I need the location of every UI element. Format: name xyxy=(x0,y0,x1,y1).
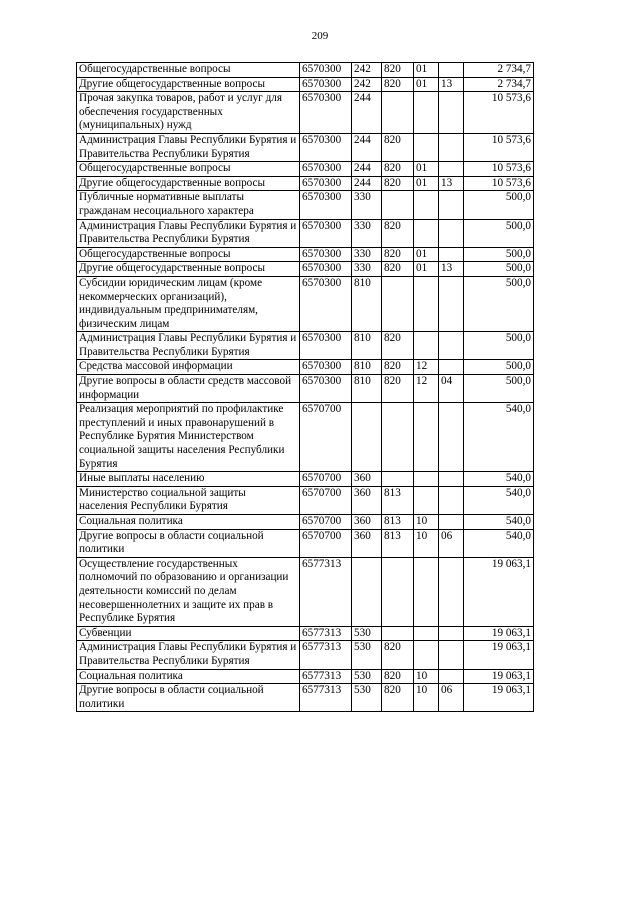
amount-cell: 540,0 xyxy=(464,403,534,472)
section-code-cell: 10 xyxy=(414,515,439,530)
table-row xyxy=(77,92,534,134)
administrator-code-cell: 820 xyxy=(382,162,414,177)
amount-cell: 540,0 xyxy=(464,515,534,530)
administrator-code-cell: 820 xyxy=(382,360,414,375)
expense-type-code-cell: 810 xyxy=(352,360,382,375)
target-article-code-cell: 6577313 xyxy=(300,557,352,626)
subsection-code-cell xyxy=(439,626,464,641)
amount-cell: 10 573,6 xyxy=(464,162,534,177)
amount-cell: 10 573,6 xyxy=(464,133,534,161)
target-article-code-cell: 6570300 xyxy=(300,77,352,92)
table-row xyxy=(77,669,534,684)
target-article-code-cell: 6570700 xyxy=(300,529,352,557)
section-code-cell: 01 xyxy=(414,77,439,92)
subsection-code-cell xyxy=(439,219,464,247)
expense-type-code-cell xyxy=(352,403,382,472)
row-name-cell: Общегосударственные вопросы xyxy=(77,247,300,262)
subsection-code-cell: 06 xyxy=(439,684,464,712)
amount-cell: 500,0 xyxy=(464,375,534,403)
administrator-code-cell: 813 xyxy=(382,486,414,514)
subsection-code-cell xyxy=(439,191,464,219)
subsection-code-cell xyxy=(439,92,464,134)
row-name-cell: Реализация мероприятий по профилактике преступлений и иных правонарушений в Республике Бурятия Министерством социальной защиты населения Республики Бурятия xyxy=(77,403,300,472)
section-code-cell xyxy=(414,641,439,669)
table-row xyxy=(77,162,534,177)
expense-type-code-cell: 244 xyxy=(352,162,382,177)
amount-cell: 540,0 xyxy=(464,472,534,487)
administrator-code-cell xyxy=(382,276,414,331)
table-row xyxy=(77,557,534,626)
row-name-cell: Осуществление государственных полномочий по образованию и организации деятельности комиссий по делам несовершеннолетних и защите их прав в Республике Бурятия xyxy=(77,557,300,626)
expense-type-code-cell: 360 xyxy=(352,486,382,514)
section-code-cell: 10 xyxy=(414,684,439,712)
table-body xyxy=(77,63,534,712)
expense-type-code-cell: 330 xyxy=(352,219,382,247)
administrator-code-cell: 820 xyxy=(382,133,414,161)
section-code-cell xyxy=(414,276,439,331)
target-article-code-cell: 6577313 xyxy=(300,641,352,669)
table-row xyxy=(77,247,534,262)
section-code-cell xyxy=(414,332,439,360)
row-name-cell: Общегосударственные вопросы xyxy=(77,162,300,177)
target-article-code-cell: 6570300 xyxy=(300,276,352,331)
section-code-cell xyxy=(414,133,439,161)
section-code-cell: 10 xyxy=(414,529,439,557)
expense-type-code-cell: 360 xyxy=(352,472,382,487)
administrator-code-cell: 820 xyxy=(382,247,414,262)
section-code-cell xyxy=(414,191,439,219)
row-name-cell: Другие общегосударственные вопросы xyxy=(77,262,300,277)
amount-cell: 500,0 xyxy=(464,191,534,219)
section-code-cell xyxy=(414,219,439,247)
amount-cell: 10 573,6 xyxy=(464,92,534,134)
row-name-cell: Публичные нормативные выплаты гражданам несоциального характера xyxy=(77,191,300,219)
target-article-code-cell: 6570300 xyxy=(300,191,352,219)
section-code-cell: 01 xyxy=(414,262,439,277)
expense-type-code-cell: 242 xyxy=(352,77,382,92)
target-article-code-cell: 6570300 xyxy=(300,360,352,375)
section-code-cell: 01 xyxy=(414,176,439,191)
row-name-cell: Администрация Главы Республики Бурятия и Правительства Республики Бурятия xyxy=(77,641,300,669)
subsection-code-cell xyxy=(439,641,464,669)
section-code-cell: 01 xyxy=(414,247,439,262)
subsection-code-cell xyxy=(439,557,464,626)
subsection-code-cell: 13 xyxy=(439,176,464,191)
administrator-code-cell: 820 xyxy=(382,375,414,403)
amount-cell: 19 063,1 xyxy=(464,626,534,641)
section-code-cell xyxy=(414,626,439,641)
expense-type-code-cell: 330 xyxy=(352,247,382,262)
target-article-code-cell: 6577313 xyxy=(300,669,352,684)
subsection-code-cell xyxy=(439,669,464,684)
expense-type-code-cell: 244 xyxy=(352,92,382,134)
table-row xyxy=(77,360,534,375)
table-row xyxy=(77,276,534,331)
target-article-code-cell: 6570300 xyxy=(300,63,352,78)
amount-cell: 500,0 xyxy=(464,332,534,360)
expense-type-code-cell: 330 xyxy=(352,262,382,277)
subsection-code-cell xyxy=(439,360,464,375)
target-article-code-cell: 6570700 xyxy=(300,472,352,487)
row-name-cell: Другие вопросы в области социальной политики xyxy=(77,529,300,557)
target-article-code-cell: 6570700 xyxy=(300,486,352,514)
administrator-code-cell xyxy=(382,472,414,487)
target-article-code-cell: 6570300 xyxy=(300,162,352,177)
expense-type-code-cell: 530 xyxy=(352,669,382,684)
administrator-code-cell xyxy=(382,626,414,641)
subsection-code-cell: 13 xyxy=(439,77,464,92)
administrator-code-cell xyxy=(382,403,414,472)
section-code-cell xyxy=(414,403,439,472)
target-article-code-cell: 6570300 xyxy=(300,92,352,134)
administrator-code-cell: 820 xyxy=(382,641,414,669)
table-row xyxy=(77,133,534,161)
target-article-code-cell: 6570700 xyxy=(300,403,352,472)
row-name-cell: Субсидии юридическим лицам (кроме некоммерческих организаций), индивидуальным предпринимателям, физическим лицам xyxy=(77,276,300,331)
page-number: 209 xyxy=(311,30,329,42)
administrator-code-cell: 820 xyxy=(382,262,414,277)
section-code-cell: 01 xyxy=(414,63,439,78)
target-article-code-cell: 6570300 xyxy=(300,375,352,403)
table-row xyxy=(77,332,534,360)
administrator-code-cell: 820 xyxy=(382,669,414,684)
expense-type-code-cell: 810 xyxy=(352,276,382,331)
section-code-cell: 01 xyxy=(414,162,439,177)
section-code-cell xyxy=(414,472,439,487)
row-name-cell: Другие общегосударственные вопросы xyxy=(77,77,300,92)
expense-type-code-cell: 530 xyxy=(352,641,382,669)
table-row xyxy=(77,684,534,712)
amount-cell: 19 063,1 xyxy=(464,684,534,712)
table-row xyxy=(77,375,534,403)
table-row xyxy=(77,529,534,557)
row-name-cell: Иные выплаты населению xyxy=(77,472,300,487)
administrator-code-cell xyxy=(382,557,414,626)
row-name-cell: Администрация Главы Республики Бурятия и Правительства Республики Бурятия xyxy=(77,133,300,161)
administrator-code-cell: 813 xyxy=(382,515,414,530)
amount-cell: 19 063,1 xyxy=(464,557,534,626)
expense-type-code-cell: 810 xyxy=(352,375,382,403)
expense-type-code-cell: 244 xyxy=(352,133,382,161)
row-name-cell: Администрация Главы Республики Бурятия и Правительства Республики Бурятия xyxy=(77,219,300,247)
section-code-cell xyxy=(414,557,439,626)
expense-type-code-cell xyxy=(352,557,382,626)
amount-cell: 500,0 xyxy=(464,276,534,331)
target-article-code-cell: 6570300 xyxy=(300,219,352,247)
amount-cell: 500,0 xyxy=(464,219,534,247)
administrator-code-cell xyxy=(382,191,414,219)
subsection-code-cell xyxy=(439,403,464,472)
subsection-code-cell xyxy=(439,472,464,487)
table-row xyxy=(77,486,534,514)
administrator-code-cell xyxy=(382,92,414,134)
administrator-code-cell: 820 xyxy=(382,684,414,712)
budget-table xyxy=(76,62,534,712)
table-row xyxy=(77,191,534,219)
administrator-code-cell: 820 xyxy=(382,219,414,247)
administrator-code-cell: 820 xyxy=(382,332,414,360)
section-code-cell xyxy=(414,486,439,514)
subsection-code-cell xyxy=(439,486,464,514)
expense-type-code-cell: 330 xyxy=(352,191,382,219)
table-row xyxy=(77,626,534,641)
target-article-code-cell: 6570300 xyxy=(300,247,352,262)
subsection-code-cell xyxy=(439,63,464,78)
table-row xyxy=(77,77,534,92)
row-name-cell: Социальная политика xyxy=(77,669,300,684)
target-article-code-cell: 6570700 xyxy=(300,515,352,530)
expense-type-code-cell: 360 xyxy=(352,529,382,557)
section-code-cell: 10 xyxy=(414,669,439,684)
amount-cell: 500,0 xyxy=(464,360,534,375)
target-article-code-cell: 6570300 xyxy=(300,262,352,277)
row-name-cell: Средства массовой информации xyxy=(77,360,300,375)
expense-type-code-cell: 242 xyxy=(352,63,382,78)
amount-cell: 540,0 xyxy=(464,529,534,557)
table-row xyxy=(77,262,534,277)
administrator-code-cell: 820 xyxy=(382,176,414,191)
amount-cell: 10 573,6 xyxy=(464,176,534,191)
target-article-code-cell: 6577313 xyxy=(300,626,352,641)
subsection-code-cell xyxy=(439,332,464,360)
subsection-code-cell xyxy=(439,515,464,530)
row-name-cell: Другие вопросы в области средств массовой информации xyxy=(77,375,300,403)
amount-cell: 540,0 xyxy=(464,486,534,514)
row-name-cell: Министерство социальной защиты населения Республики Бурятия xyxy=(77,486,300,514)
subsection-code-cell xyxy=(439,162,464,177)
expense-type-code-cell: 810 xyxy=(352,332,382,360)
table-row xyxy=(77,641,534,669)
administrator-code-cell: 820 xyxy=(382,77,414,92)
table-row xyxy=(77,63,534,78)
table-row xyxy=(77,176,534,191)
section-code-cell xyxy=(414,92,439,134)
row-name-cell: Общегосударственные вопросы xyxy=(77,63,300,78)
row-name-cell: Другие общегосударственные вопросы xyxy=(77,176,300,191)
expense-type-code-cell: 530 xyxy=(352,626,382,641)
target-article-code-cell: 6570300 xyxy=(300,176,352,191)
subsection-code-cell: 04 xyxy=(439,375,464,403)
amount-cell: 2 734,7 xyxy=(464,63,534,78)
amount-cell: 19 063,1 xyxy=(464,641,534,669)
table-row xyxy=(77,515,534,530)
row-name-cell: Субвенции xyxy=(77,626,300,641)
amount-cell: 500,0 xyxy=(464,262,534,277)
row-name-cell: Другие вопросы в области социальной политики xyxy=(77,684,300,712)
expense-type-code-cell: 360 xyxy=(352,515,382,530)
amount-cell: 2 734,7 xyxy=(464,77,534,92)
row-name-cell: Прочая закупка товаров, работ и услуг для обеспечения государственных (муниципальных) нужд xyxy=(77,92,300,134)
expense-type-code-cell: 244 xyxy=(352,176,382,191)
administrator-code-cell: 820 xyxy=(382,63,414,78)
subsection-code-cell: 13 xyxy=(439,262,464,277)
row-name-cell: Администрация Главы Республики Бурятия и Правительства Республики Бурятия xyxy=(77,332,300,360)
expense-type-code-cell: 530 xyxy=(352,684,382,712)
target-article-code-cell: 6570300 xyxy=(300,332,352,360)
amount-cell: 500,0 xyxy=(464,247,534,262)
table-row xyxy=(77,472,534,487)
amount-cell: 19 063,1 xyxy=(464,669,534,684)
section-code-cell: 12 xyxy=(414,375,439,403)
row-name-cell: Социальная политика xyxy=(77,515,300,530)
subsection-code-cell xyxy=(439,247,464,262)
subsection-code-cell xyxy=(439,276,464,331)
administrator-code-cell: 813 xyxy=(382,529,414,557)
table-row xyxy=(77,219,534,247)
target-article-code-cell: 6570300 xyxy=(300,133,352,161)
subsection-code-cell xyxy=(439,133,464,161)
subsection-code-cell: 06 xyxy=(439,529,464,557)
table-row xyxy=(77,403,534,472)
section-code-cell: 12 xyxy=(414,360,439,375)
target-article-code-cell: 6577313 xyxy=(300,684,352,712)
